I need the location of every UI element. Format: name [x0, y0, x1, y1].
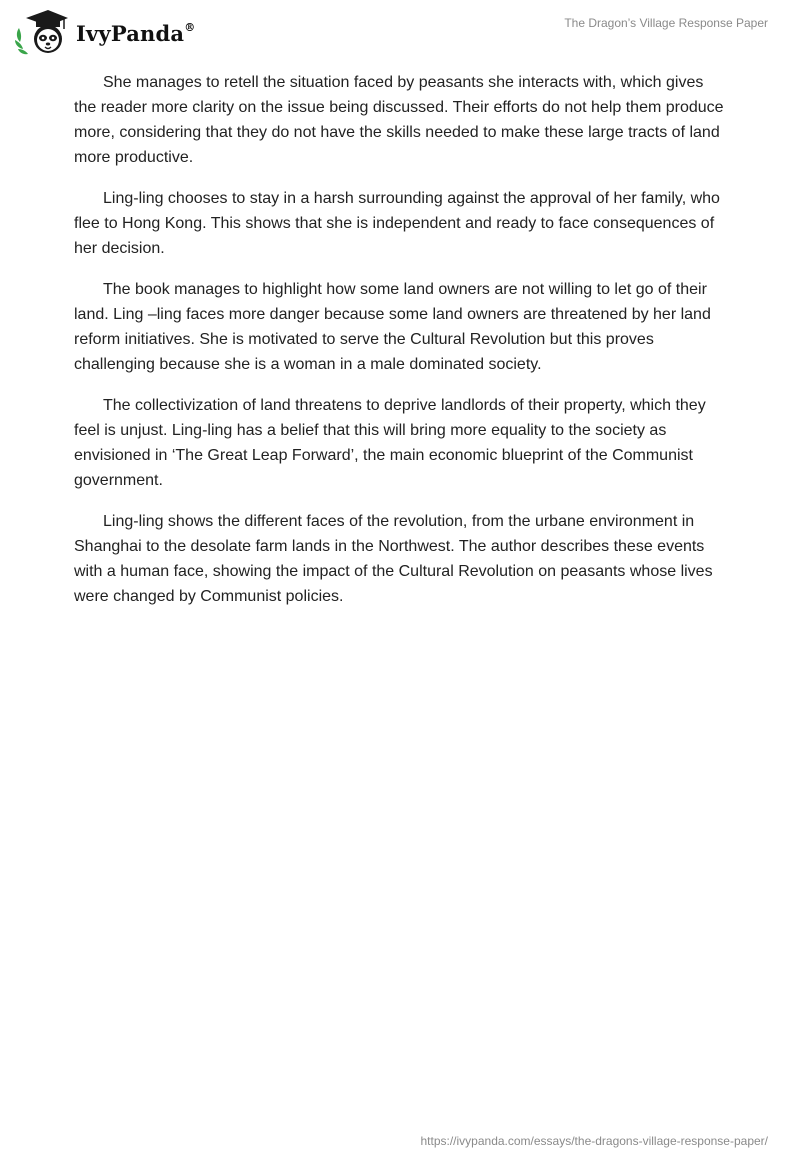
source-url-link[interactable]: https://ivypanda.com/essays/the-dragons-village-response-paper/: [420, 1134, 768, 1148]
essay-body: [74, 70, 724, 625]
brand-name-text: IvyPanda: [76, 20, 185, 46]
brand-logo[interactable]: [14, 8, 195, 56]
panda-graduate-icon: [14, 8, 70, 56]
brand-name: [76, 21, 195, 46]
paragraph: The book manages to highlight how some land owners are not willing to let go of their land. Ling –ling faces more danger because some land owners are threatened by her land reform initiatives. She is motivated to serve the Cultural Revolution but this proves challenging because she is a woman in a male dominated society.: [74, 281, 711, 373]
document-title: The Dragon’s Village Response Paper: [564, 16, 768, 30]
paragraph: The collectivization of land threatens to deprive landlords of their property, which they feel is unjust. Ling-ling has a belief that this will bring more equality to the society as envisioned in ‘The Great Leap Forward’, the main economic blueprint of the Communist government.: [74, 397, 706, 489]
paragraph: She manages to retell the situation faced by peasants she interacts with, which gives the reader more clarity on the issue being discussed. Their efforts do not help them produce more, considering that they do not have the skills needed to make these large tracts of land more productive.: [74, 74, 724, 166]
page-header: [0, 0, 800, 60]
registered-mark: ®: [184, 20, 196, 34]
paragraph: Ling-ling chooses to stay in a harsh surrounding against the approval of her family, who flee to Hong Kong. This shows that she is independent and ready to face consequences of her decision.: [74, 190, 720, 257]
paragraph: Ling-ling shows the different faces of the revolution, from the urbane environment in Shanghai to the desolate farm lands in the Northwest. The author describes these events with a human face, showing the impact of the Cultural Revolution on peasants whose lives were changed by Communist policies.: [74, 513, 713, 605]
